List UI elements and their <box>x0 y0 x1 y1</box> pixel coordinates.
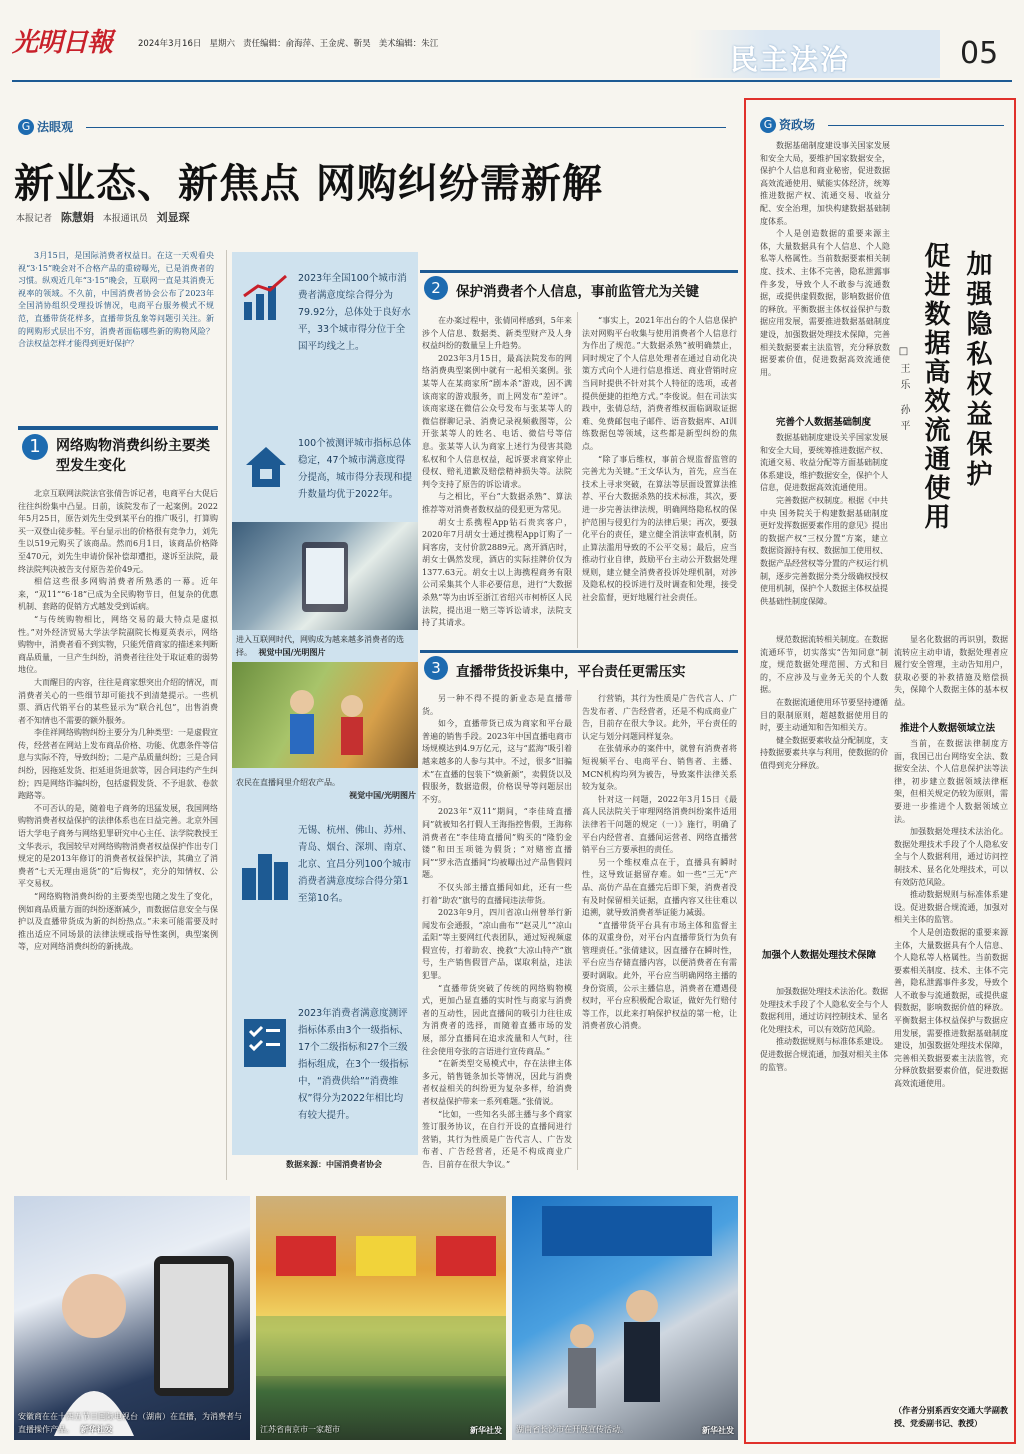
photo-placeholder-icon <box>232 662 418 768</box>
photo-2-caption-text: 农民在直播间里介绍农产品。 <box>236 778 340 787</box>
bottom-photo-3-credit: 新华社发 <box>702 1425 734 1435</box>
bottom-photo-1-caption <box>18 1411 246 1436</box>
right-body-col-c <box>894 634 1008 714</box>
page-headline: 新业态、新焦点 网购纠纷需新解 <box>14 161 603 207</box>
section-3-heading <box>420 650 738 686</box>
section-1-number: 1 <box>22 434 48 460</box>
stat-2-text: 100个被测评城市指标总体稳定，47个城市满意度得分提高，城市得分表现和提升数量均优于2022年。 <box>298 438 413 500</box>
right-headline-line-1: 加强隐私权益保护 <box>962 250 992 490</box>
bottom-photo-1-caption-text: 安徽商在在十四五节日国际电视台（湖南）在直播，为消费者与直播操作产品。 <box>18 1412 242 1434</box>
column-divider <box>226 250 227 1180</box>
header-date: 2024年3月16日 <box>138 39 202 49</box>
bottom-photo-2-credit: 新华社发 <box>470 1425 502 1435</box>
col1-para: 不可否认的是，随着电子商务的迅猛发展，我国网络购物消费者权益保护的法律体系也在日益完善。北京外国语大学电子商务与网络犯罪研究中心主任、法学院教授王文华表示，我国较早对网络购物消费者权益保护作出专门规定的是2013年修订的消费者权益保护法，其确立了消费者“七天无理由退货”的“后悔权”，充分的知情权、公平交易权。 <box>18 803 218 889</box>
column-2-body-bottom <box>422 693 572 1168</box>
bottom-photo-2-caption-text: 江苏省南京市一家超市 <box>260 1425 340 1434</box>
right-subhead-1: 完善个人数据基础制度 <box>776 417 872 428</box>
column-tag-zizhengchang <box>760 116 815 133</box>
bottom-photo-3-caption <box>516 1424 734 1436</box>
photo-placeholder-icon <box>232 522 418 630</box>
col1-para: “与传统购物相比，网络交易的最大特点是虚拟性。”对外经济贸易大学法学院副院长梅夏英表示，网络购物中，消费者看不到实物，只能凭借商家的描述来判断商品质量，一旦产生纠纷，消费者往往处于取证难的弱势地位。 <box>18 614 218 675</box>
stat-box-3 <box>232 814 418 964</box>
right-body-col-b2 <box>760 986 888 1436</box>
section-banner <box>690 30 940 78</box>
livestream-host-photo-icon <box>14 1196 250 1440</box>
header-art-editor: 美术编辑：朱江 <box>378 39 439 49</box>
right-body-para: 当前，在数据法律制度方面，我国已出台网络安全法、数据安全法、个人信息保护法等法律，初步建立数据领域法律框架，但相关规定仍较为原则，需要进一步推进个人数据领域立法。 <box>894 739 1008 824</box>
column-tag-fayanguan <box>18 118 73 135</box>
bottom-photo-3 <box>512 1196 738 1440</box>
section-3-title: 直播带货投诉集中，平台责任更需压实 <box>456 664 686 680</box>
col2-para: “直播带货突破了传统的网络购物模式，更加凸显直播的实时性与商家与消费者的互动性，因此直播间的吸引力往往成为消费者的选择，而随着直播市场的发展，部分直播间在追求流量和人气时，往往会使用夸张的言语进行宣传商品。” <box>422 983 572 1056</box>
g-logo-icon: G <box>760 117 776 133</box>
right-intro <box>760 140 890 402</box>
column-divider <box>577 312 578 648</box>
header-weekday: 星期六 <box>209 39 235 49</box>
right-body-para: 显名化数据的再识别，数据流转应主动申请，数据处理者应履行安全管理，主动告知用户，获取必要的补救措施及赔偿损失，保障个人数据主体的基本权益。 <box>894 635 1008 707</box>
column-divider <box>577 690 578 1170</box>
section-3-number: 3 <box>424 656 448 680</box>
byline-label-reporter: 本报记者 <box>16 214 53 224</box>
col3-para: 针对这一问题，2022年3月15日《最高人民法院关于审理网络消费纠纷案件适用法律若干问题的规定（一）》施行，明确了平台内经营者、直播间运营者、网络直播营销平台三方要承担的责任。 <box>582 794 737 855</box>
col3-para: “直播带货平台具有市场主体和监督主体的双重身份，对平台内直播带货行为负有管理责任。”张倩建议，因直播存在瞬时性，平台应当存储直播内容，以便消费者在有需要时调取。此外，平台应当明确网络主播的身份资质，公示主播信息，消费者在遭遇侵权时，平台应积极配合取证，做好先行赔付等工作，以此来打响保护权益的第一枪，让消费者放心消费。 <box>582 920 737 1031</box>
col2-para: 2023年“双11”期间，“李佳琦直播间”就被知名打假人王海指控售假，王海称消费者在“李佳琦直播间”购买的“隆豹金镂”和田玉项链为假货；“对赌密直播间”“罗永浩直播间”均被曝出过产品售假问题。 <box>422 807 572 880</box>
masthead-logo <box>12 22 122 62</box>
col3-para: 行营销，其行为性质是广告代言人、广告发布者、广告经营者，还是不构成商业广告，目前存在很大争议。此外，平台责任的认定与划分问题同样复杂。 <box>582 694 737 741</box>
checklist-icon <box>240 1015 290 1071</box>
headline-rule <box>86 127 726 128</box>
photo-2-caption <box>236 777 416 801</box>
col2-para: 另一种不得不提的新业态是直播带货。 <box>422 694 572 716</box>
photo-1-credit: 视觉中国/光明图片 <box>258 647 326 657</box>
bottom-photo-2 <box>256 1196 506 1440</box>
right-body-1 <box>760 432 888 632</box>
right-column-tag-label: 资政场 <box>779 118 816 132</box>
lead-paragraph <box>18 250 214 360</box>
g-logo-icon: G <box>18 119 34 135</box>
col2-para: 2023年3月15日，最高法院发布的网络消费典型案例中就有一起相关案例。张某等人在某商家所“剧本杀”游戏，因不满该商家的游戏服务，而上网发布“差评”。该商家遂在微信公众号发布与张某等人的微信群聊记录、消费记录视频截图等，公开张某等人的姓名、电话、微信号等信息。张某等人认为商家上述行为侵害其隐私权和个人信息权益，起诉要求商家停止侵权、赔礼道歉及赔偿精神损失等。法院判令支持了原告的诉讼请求。 <box>422 353 572 489</box>
col3-para: 另一个维权难点在于，直播具有瞬时性，这导致证据留存难。如一些“三无”产品、高仿产品在直播完后即下架，消费者没有及时保留相关证据，直播内容又往往难以追溯，就导致消费者举证能力减弱。 <box>582 857 737 918</box>
col3-para: “事实上，2021年出台的个人信息保护法对网购平台收集与使用消费者个人信息行为作出了规范。”大数据杀熟“被明确禁止，同时规定了个人信息处理者在通过自动化决策方式向个人进行信息推送、商业营销时应当同时提供不针对其个人特征的选项，或者提供便捷的拒绝方式。”李俊说。但在司法实践中，张倩总结，消费者维权面临调取证据难、免费邮包电子邮件、语音数据库、AI训练数据包等领域，这些都是新型纠纷的焦点。 <box>582 316 737 451</box>
police-campaign-photo-icon <box>512 1196 738 1440</box>
col1-para: 相信这些很多网购消费者所熟悉的一幕。近年来，“双11”“6·18”已成为全民购物节日，但复杂的优惠机制、套路的促销方式越发受到诟病。 <box>18 577 218 612</box>
right-subhead-2: 推进个人数据领域立法 <box>900 723 996 734</box>
col2-para: 在办案过程中，张倩同样感到，5年来涉个人信息、数据类、新类型财产及人身权益纠纷的数量呈上升趋势。 <box>422 316 572 351</box>
right-intro-para: 数据基础制度建设事关国家发展和安全大局，要维护国家数据安全，保护个人信息和商业秘密，促进数据高效流通使用、赋能实体经济，统筹推进数据产权、流通交易、收益分配、安全治理，加快构建数据基础制度体系。 <box>760 141 890 226</box>
photo-online-shopping <box>232 522 418 630</box>
col3-para: “除了事后维权，事前合规监督监管的完善尤为关键。”王文华认为，首先，应当在技术上寻求突破，在算法等层面设置算法推荐、平台大数据杀熟的技术标准，其次，要进一步完善法律法规，明确网络隐私权的保护范围与侵犯行为的法律后果；再次，要强化平台的责任，建立健全消法审查机制，防止算法滥用导致的不公平交易；最后，应当推动行业自律，鼓励平台主动公开数据处理规则，建立健全消费者投诉处理机制，对涉及隐私权的投诉进行及时调查和处理，接受社会监督，更好地履行社会责任。 <box>582 454 737 603</box>
col1-para: 李佳祥网络购物纠纷主要分为几种类型：一是虚假宣传，经营者在网站上发布商品价格、功能、优惠条件等信息与实际不符，导致纠纷；二是产品质量纠纷；三是合同纠纷，因拖延发货、拒延退货退款等，因合同违约产生纠纷；四是网络诈骗纠纷，包括虚假发货、不予退款、卷款跑路等。 <box>18 728 218 801</box>
right-body-col-c2 <box>894 738 1008 1398</box>
section-2-heading <box>420 270 738 306</box>
section-2-bar <box>420 270 738 273</box>
lead-text: 3月15日，是国际消费者权益日。在这一天观看央视“3·15”晚会对不合格产品的重磅曝光，已是消费者的习惯。纵观近几年“3·15”晚会，互联网一直是其消费无视率的领域。不久前，中国消费者协会公布了2023年全国消协组织受理投诉情况，电商平台服务模式不规范，直播带货花样多，直播带货乱象等问题引关注。新的网购形式层出不穷，消费者面临哪些新的购物风险？合法权益怎样才能得到更好保护？ <box>18 251 214 349</box>
bottom-photo-1-credit: 新华社发 <box>80 1424 113 1434</box>
column-tag-label: 法眼观 <box>37 120 74 134</box>
col2-para: “比如，一些知名头部主播与多个商家签订服务协议，在自行开设的直播间进行营销，其行为性质是广告代言人、广告发布者、广告经营者，还是不构成商业广告，目前存在很大争议。” <box>422 1109 572 1168</box>
right-author-note-text: （作者分别系西安交通大学副教授、党委副书记、教授） <box>894 1405 1008 1428</box>
column-1-body <box>18 488 218 1148</box>
right-body-para: 数据基础制度建设关乎国家发展和安全大局，要统筹推进数据产权、流通交易、收益分配等方面基础制度体系建设，维护数据安全，保护个人信息，促进数据高效流通使用。 <box>760 433 888 493</box>
col3-para: 在张倩承办的案件中，就曾有消费者将短视频平台、电商平台、销售者、主播、MCN机构均列为被告，导致案件法律关系较为复杂。 <box>582 744 737 792</box>
col1-para: 北京互联网法院法官张倩告诉记者，电商平台大促后往往纠纷集中凸显。日前，该院发布了一起案例。2022年5月25日，原告刘先生受到某平台的推广吸引，打算购买一双登山徒步鞋。平台显示出的价格很有竞争力，刘先生以519元购买了该商品。然而6月1日，该商品价格降至470元，刘先生申请价保补偿却遭拒，遂诉至法院，最终法院判决被告支付原告差价49元。 <box>18 489 218 574</box>
col1-para: “网络购物消费纠纷的主要类型也随之发生了变化，例如商品质量方面的纠纷逐渐减少，而数据信息安全与保护以及直播带货成为新的纠纷热点。”未来可能需要及时推出适应不同场景的法律法规或指导性案例，典型案例等，应对网络消费纠纷的新挑战。 <box>18 892 218 952</box>
bottom-photo-3-caption-text: 湖南省长沙市在开展宣传活动。 <box>516 1425 628 1434</box>
bottom-photo-2-caption <box>260 1424 502 1436</box>
stat-box-4 <box>232 965 418 1155</box>
col1-para: 大而醒目的内容，往往是商家想突出介绍的情况，而消费者关心的一些细节却可能找不到清楚提示。一些机票、酒店代销平台的某些显示为“联合礼包”，出售消费者不知情也不需要的额外服务。 <box>18 677 218 725</box>
right-body-para: 在数据流通使用环节要坚持遵循目的限制原则，超越数据使用目的时，要主动通知和告知相关方。 <box>760 697 888 733</box>
col2-para: 胡女士系携程App钻石贵宾客户，2020年7月胡女士通过携程App订购了一间客房，支付价款2889元。离开酒店时，胡女士偶然发现，酒店的实际挂牌价仅为1377.63元。胡女士以上海携程商务有限公司采集其个人非必要信息，进行“大数据杀熟”等为由诉至浙江省绍兴市柯桥区人民法院，提出退一赔三等诉讼请求，法院支持了其请求。 <box>422 517 572 628</box>
right-tag-rule <box>828 125 1004 126</box>
section-name: 民主法治 <box>730 43 851 76</box>
right-body-para: 加强数据处理技术法治化。数据处理技术手段了个人隐私安全与个人数据利用，通过访问控制技术、显名化处理技术，可以有效防范风险。 <box>894 827 1008 887</box>
header-rule <box>12 80 1012 82</box>
data-source: 数据来源：中国消费者协会 <box>286 1159 382 1169</box>
right-body-col-b <box>760 634 888 904</box>
stat-box-1 <box>232 252 418 372</box>
photo-livestream-farmers <box>232 662 418 768</box>
right-body-para: 个人是创造数据的重要来源主体，大量数据具有个人信息、个人隐私等人格属性。当前数据要素相关制度、技术、主体不完善，隐私泄露事件多发，导致个人不敢参与流通数据，或提供虚假数据，影响数据价值的释放。平衡数据主体权益保护与数据应用发展，需要推进数据基础制度建设，加强数据处理技术保障，完善相关数据要素主法监管，充分释放数据要素价值，促进数据高效流通使用。 <box>894 927 1008 1089</box>
stat-box-2 <box>232 427 418 537</box>
right-body-para: 推动数据规则与标准体系建设。促进数据合规流通，加强对相关主体的监管。 <box>760 1037 888 1072</box>
col2-para: 2023年9月，四川省凉山州曾举行新闻发布会通报，“凉山曲布”“赵灵儿”“凉山孟阳”等主要网红代表团队，通过短视频虚假宣传，打着助农、挽救“大凉山特产”旗号，生产销售假冒产品，谋取利益，违法犯罪。 <box>422 908 572 981</box>
right-body-para: 完善数据产权制度。根据《中共中央 国务院关于构建数据基础制度更好发挥数据要素作用的意见》提出的数据产权“三权分置”方案，建立数据资源持有权、数据加工使用权、数据产品经营权等分置的产权运行机制，逐步完善数据分类分级确权授权使用机制，保护个人数据主体权益提供基础性制度保障。 <box>760 495 888 606</box>
section-2-title: 保护消费者个人信息，事前监管尤为关键 <box>456 284 699 300</box>
byline-label-correspondent: 本报通讯员 <box>102 214 148 224</box>
column-3-body-top <box>582 315 737 651</box>
right-body-para: 加强数据处理技术法治化。数据处理技术手段了个人隐私安全与个人数据利用，通过访问控制技术、显名化处理技术，可以有效防范风险。 <box>760 987 888 1034</box>
column-2-body <box>422 315 572 651</box>
right-body-para: 推动数据规则与标准体系建设。促进数据合规流通，加强对相关主体的监管。 <box>894 890 1008 925</box>
col2-para: “在新类型交易模式中，存在法律主体多元，销售链条加长等情况，因此与消费者权益相关的纠纷更为复杂多样，给消费者权益保护带来一系列难题。”张倩说。 <box>422 1059 572 1106</box>
column-3-body-bottom <box>582 693 737 1168</box>
right-intro-para: 个人是创造数据的重要来源主体，大量数据具有个人信息、个人隐私等人格属性。当前数据要素相关制度、技术、主体不完善，隐私泄露事件多发，导致个人不敢参与流通数据，或提供虚假数据，影响数据价值的释放。平衡数据主体权益保护与数据应用发展，需要推进数据基础制度建设，加强数据处理技术保障，完善相关数据要素主法监管，充分释放数据要素价值，促进数据高效流通使用。 <box>760 229 890 377</box>
right-author-note <box>894 1404 1008 1436</box>
col2-para: 不仅头部主播直播间如此，还有一些打着“助农”旗号的直播间违法带货。 <box>422 882 572 905</box>
section-1-title: 网络购物消费纠纷主要类型发生变化 <box>56 438 210 474</box>
stat-1-text: 2023年全国100个城市消费者满意度综合得分为79.92分，总体处于良好水平，33个城市得分位于全国平均线之上。 <box>298 273 411 352</box>
house-icon <box>242 443 290 491</box>
col2-para: 与之相比，平台“大数据杀熟”、算法推荐等对消费者数权益的侵犯更为常见。 <box>422 492 572 514</box>
header-editors: 责任编辑：俞海萍、王金虎、靳昊 <box>243 39 371 49</box>
stat-3-text: 无锡、杭州、佛山、苏州、青岛、烟台、深圳、南京、北京、宜昌分列100个城市消费者满意度综合得分第1至第10名。 <box>298 825 413 904</box>
right-body-para: 规范数据流转相关制度。在数据流通环节，切实落实“告知同意”制度，规范数据处理范围、方式和目的，不应涉及与业务无关的个人数据。 <box>760 635 888 695</box>
right-author: □王乐 孙平 <box>898 346 909 437</box>
right-headline <box>918 242 1012 560</box>
section-2-number: 2 <box>424 276 448 300</box>
photo-1-caption <box>236 634 416 659</box>
photo-2-credit: 视觉中国/光明图片 <box>349 790 416 800</box>
chart-up-icon <box>240 272 292 324</box>
page-number: 05 <box>960 36 999 71</box>
section-1-bar <box>18 426 218 430</box>
section-3-bar <box>420 650 738 653</box>
bottom-photo-1 <box>14 1196 250 1440</box>
masthead-text: 光明日報 <box>12 28 113 58</box>
byline-correspondent-name: 刘显琛 <box>156 211 190 224</box>
right-body-para: 健全数据要素收益分配制度，支持数据要素共享与利用，使数据的价值得到充分释放。 <box>760 735 888 770</box>
byline <box>16 209 190 225</box>
byline-reporter-name: 陈慧娟 <box>60 211 94 224</box>
col2-para: 如今，直播带货已成为商家和平台最普遍的销售手段。2023年中国直播电商市场规模达到4.9万亿元，这与“蓝海”吸引着越来越多的人参与其中。不过，很多“旧骗术”在直播的包装下“焕新颜”，卖假货以及假服务，数据造假，价格误导等问题层出不穷。 <box>422 719 572 804</box>
header-info <box>138 37 438 49</box>
stat-4-text: 2023年消费者满意度测评指标体系由3个一级指标、17个二级指标和27个三级指标组成，在3个一级指标中，“消费供给”“消费维权”得分为2022年相比均有较大提升。 <box>298 1008 409 1121</box>
city-icon <box>238 846 294 902</box>
photo-1-caption-text: 进入互联网时代，网购成为越来越多消费者的选择。 <box>236 635 404 657</box>
right-subhead-3: 加强个人数据处理技术保障 <box>762 950 877 961</box>
right-headline-line-2: 促进数据高效流通使用 <box>920 242 950 532</box>
infographic-panel <box>232 252 418 967</box>
supermarket-photo-icon <box>256 1196 506 1440</box>
